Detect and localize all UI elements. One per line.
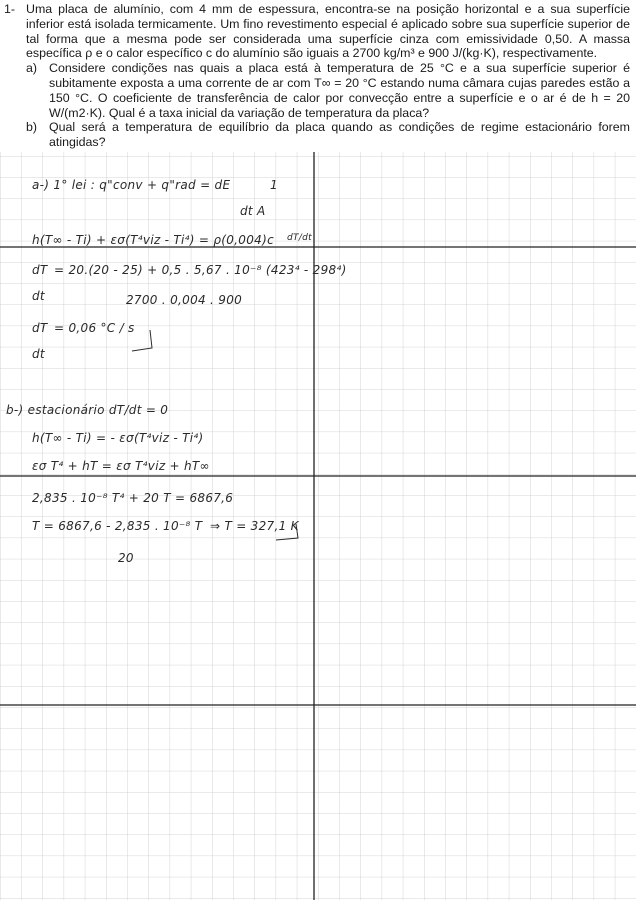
hw-a-subst-lhs: dT	[32, 263, 48, 277]
problem-statement-block	[0, 0, 636, 152]
hw-b-line4-num: T = 6867,6 - 2,835 . 10⁻⁸ T	[32, 519, 203, 533]
graph-paper	[0, 152, 636, 900]
item-b	[26, 120, 630, 150]
item-a	[26, 61, 630, 120]
hw-b-line4-den: 20	[118, 551, 134, 565]
item-a-text: Considere condições nas quais a placa está à temperatura de 25 °C e a sua superfície superior é subitamente exposta a uma corrente de ar com T∞ = 20 °C estando numa câmara cujas paredes estão a 150 °C. O coeficiente de transferência de calor por convecção entre a superfície e o ar é de h = 20 W/(m2·K). Qual é a taxa inicial da variação de temperatura da placa?	[49, 61, 630, 120]
hw-b-header: b-) estacionário dT/dt = 0	[6, 403, 169, 417]
hw-b-line1: h(T∞ - Ti) = - εσ(T⁴viz - Ti⁴)	[32, 431, 204, 445]
hw-a-subst-den-dt: dt	[32, 289, 45, 303]
hw-a-balance: h(T∞ - Ti) + εσ(T⁴viz - Ti⁴) = ρ(0,004)c	[32, 233, 274, 247]
hw-b-line2: εσ T⁴ + hT = εσ T⁴viz + hT∞	[32, 459, 210, 473]
item-b-text: Qual será a temperatura de equilíbrio da placa quando as condições de regime estacionário forem atingidas?	[49, 120, 630, 150]
item-a-label: a)	[26, 61, 38, 76]
hw-a-header-one: 1	[270, 178, 278, 192]
problem-number: 1-	[4, 2, 16, 16]
hw-a-header-dt: dt A	[240, 204, 266, 218]
hw-a-header: a-) 1° lei : q"conv + q"rad = dE	[32, 178, 231, 192]
hw-a-result-dt: dt	[32, 347, 45, 361]
hw-a-balance-frac: dT/dt	[287, 233, 312, 243]
problem-statement: Uma placa de alumínio, com 4 mm de espessura, encontra-se na posição horizontal e a sua superfície inferior está isolada termicamente. Um fino revestimento especial é aplicado sobre sua superfície superior de tal forma que a mesma pode ser considerada uma superfície cinza com emissividade 0,50. A massa específica ρ e o calor específico c do alumínio são iguais a 2700 kg/m³ e 900 J/(kg·K), respectivamente.	[26, 2, 630, 61]
item-b-label: b)	[26, 120, 38, 135]
hw-b-line3: 2,835 . 10⁻⁸ T⁴ + 20 T = 6867,6	[32, 491, 234, 505]
hw-a-result-lhs: dT	[32, 321, 48, 335]
hw-a-result: = 0,06 °C / s	[54, 321, 135, 335]
hw-b-line4-res: ⇒ T = 327,1 K	[210, 519, 299, 533]
hw-a-subst-num: = 20.(20 - 25) + 0,5 . 5,67 . 10⁻⁸ (423⁴ - 298⁴)	[54, 263, 347, 277]
hw-a-subst-den: 2700 . 0,004 . 900	[126, 293, 243, 307]
